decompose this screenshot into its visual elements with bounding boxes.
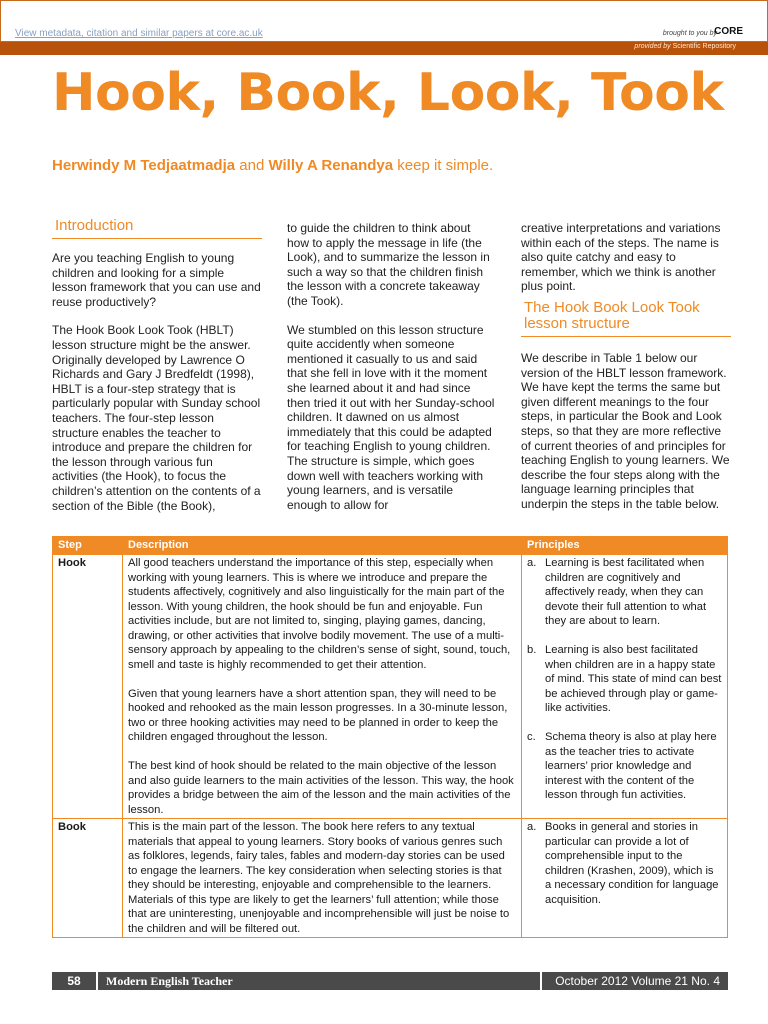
byline-tagline: keep it simple. xyxy=(397,157,494,174)
paragraph: We stumbled on this lesson structure quite accidently when someone mentioned it casually to us and said that she fell in love with it the moment she learned about it and had since then tried it out with her Sunday-school children. It dawned on us almost immediately that this could be adapted for teaching English to young children. The structure is simple, which goes down well with teachers working with young learners, and is versatile enough to allow for xyxy=(287,322,495,512)
principle-letter: a. xyxy=(527,557,537,569)
core-banner xyxy=(0,0,768,42)
description-paragraph: All good teachers understand the importance of this step, especially when working with young learners. This is where we introduce and prepare the students affectively, cognitively and also linguistically for the main part of the lesson. With young children, the hook should be fun and enjoyable. Fun activities include, but are not limited to, singing, playing games, dancing, drawing, or other activities that involve bodily movement. The use of a multi-sensory approach by appealing to the children’s sense of sight, sound, touch, smell and taste is highly recommended to get their attention. xyxy=(128,557,511,671)
paragraph: We describe in Table 1 below our version of the HBLT lesson framework. We have kept the terms the same but given different meanings to the four steps, in particular the Book and Look steps, so that they are more reflective of current theories of and principles for teaching English to young learners. We describe the four steps along with the language learning principles that underpin the steps in the table below. xyxy=(521,350,730,511)
byline-and: and xyxy=(239,157,265,174)
step-cell: Book xyxy=(53,819,123,938)
byline xyxy=(52,157,493,174)
header-principles: Principles xyxy=(522,537,728,555)
principle-letter: b. xyxy=(527,644,537,656)
core-logo[interactable]: CORE xyxy=(714,26,743,37)
principle-item xyxy=(527,820,722,907)
provider-strip xyxy=(0,42,768,55)
brought-by-text: brought to you by xyxy=(662,30,717,37)
header-step: Step xyxy=(53,537,123,555)
principle-text: Schema theory is also at play here as the teacher tries to activate learners’ prior knowledge and interest with the content of the lesson through fun activities. xyxy=(545,731,717,801)
paragraph: creative interpretations and variations within each of the steps. The name is also quite catchy and easy to remember, which we think is another plus point. xyxy=(521,221,721,294)
principle-item xyxy=(527,730,722,803)
author-1: Herwindy M Tedjaatmadja xyxy=(52,157,236,174)
article-title: Hook, Book, Look, Took xyxy=(52,63,724,123)
description-paragraph: The best kind of hook should be related to the main objective of the lesson and also guide learners to the main activities of the lesson. This way, the hook provides a bridge between the aim of the lesson and the main activities of the lesson. xyxy=(128,760,514,816)
provided-by-text xyxy=(634,43,736,50)
principle-text: Books in general and stories in particular can provide a lot of comprehensible input to the children (Krashen, 2009), which is a necessary condition for language acquisition. xyxy=(545,821,719,906)
core-metadata-link[interactable]: View metadata, citation and similar papers at core.ac.uk xyxy=(15,28,263,39)
description-paragraph: This is the main part of the lesson. The book here refers to any textual materials that appeal to young learners. Story books of various genres such as folklores, legends, fairy tales, fables and modern-day stories can be used to engage the learners. The key consideration when selecting stories is that they should be interesting, enjoyable and comprehensible to the learners. Materials of this type are likely to get the learners’ full attention; while those that are uninteresting, unenjoyable and incomprehensible will just be noise to the children and will be filtered out. xyxy=(128,821,510,935)
issue-info: October 2012 Volume 21 No. 4 xyxy=(555,974,720,988)
principle-letter: c. xyxy=(527,731,536,743)
provided-by-prefix: provided by xyxy=(634,43,671,50)
table-row-hook xyxy=(53,555,728,819)
column-3 xyxy=(521,221,731,526)
table-row-book xyxy=(53,819,728,938)
paragraph: Are you teaching English to young children and looking for a simple lesson framework that you can use and reuse productively? xyxy=(52,251,261,309)
section-heading-introduction: Introduction xyxy=(52,218,262,239)
principles-cell xyxy=(522,555,728,819)
description-cell xyxy=(123,555,522,819)
section-heading-structure: The Hook Book Look Took lesson structure xyxy=(521,300,731,337)
description-cell xyxy=(123,819,522,938)
page-number: 58 xyxy=(67,974,81,988)
page-footer xyxy=(52,972,728,990)
header-description: Description xyxy=(123,537,522,555)
footer-divider xyxy=(96,972,98,990)
principle-text: Learning is also best facilitated when children are in a happy state of mind. This state of mind can best be achieved through play or game-like activities. xyxy=(545,644,722,714)
magazine-name: Modern English Teacher xyxy=(106,974,233,988)
principles-cell xyxy=(522,819,728,938)
table-header-row xyxy=(53,537,728,555)
principle-item xyxy=(527,643,722,716)
column-1 xyxy=(52,218,262,527)
hblt-table xyxy=(52,536,728,938)
paragraph: to guide the children to think about how to apply the message in life (the Look), and to summarize the lesson in such a way so that the children finish the lesson with a concrete takeaway (the Took). xyxy=(287,221,490,308)
step-cell: Hook xyxy=(53,555,123,819)
paragraph: The Hook Book Look Took (HBLT) lesson structure might be the answer. Originally developed by Lawrence O Richards and Gary J Bredfeldt (1998), HBLT is a four-step strategy that is particularly popular with Sunday school teachers. The four-step lesson structure enables the teacher to introduce and prepare the children for the lesson through various fun activities (the Hook), to focus the children’s attention on the contents of a section of the Bible (the Book), xyxy=(52,323,261,513)
provider-name[interactable]: Scientific Repository xyxy=(672,43,736,50)
footer-divider xyxy=(540,972,542,990)
principle-letter: a. xyxy=(527,821,537,833)
author-2: Willy A Renandya xyxy=(268,157,394,174)
column-2 xyxy=(287,221,495,526)
description-paragraph: Given that young learners have a short attention span, they will need to be hooked and rehooked as the main lesson progresses. In a 30-minute lesson, two or three hooking activities may need to be planned in order to keep the children engaged throughout the lesson. xyxy=(128,687,508,743)
principle-text: Learning is best facilitated when children are cognitively and affectively ready, when they can devote their full attention to what they are about to learn. xyxy=(545,557,707,627)
principle-item xyxy=(527,556,722,629)
